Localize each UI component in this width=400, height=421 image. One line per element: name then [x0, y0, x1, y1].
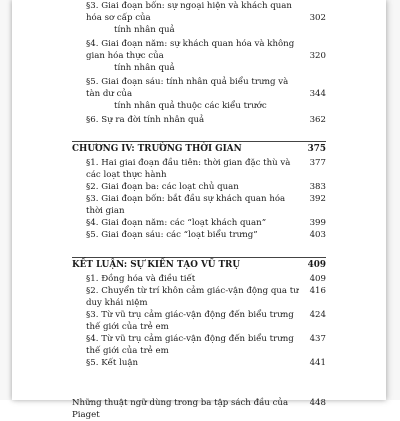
toc-entry-text: §5. Kết luận [86, 358, 139, 368]
table-of-contents [72, 0, 326, 421]
chapter-page-number: 375 [307, 144, 326, 154]
toc-page-number: 403 [309, 230, 326, 240]
toc-page-number: 344 [309, 89, 326, 99]
toc-page-number: 409 [309, 274, 326, 284]
book-sheet [12, 0, 386, 420]
toc-entry-text: §4. Giai đoạn năm: các “loạt khách quan” [86, 218, 267, 228]
toc-entry-text: §2. Chuyển từ trí khôn cảm giác-vận động qua tư duy khái niệm [86, 286, 299, 308]
toc-entry[interactable] [72, 193, 326, 217]
toc-page-number: 377 [309, 158, 326, 168]
section-divider [72, 141, 326, 142]
toc-entry[interactable] [72, 357, 326, 369]
toc-page-number: 441 [309, 358, 326, 368]
glossary-text: Những thuật ngữ dùng trong ba tập sách đầu của Piaget [72, 398, 289, 420]
glossary-page-number: 448 [309, 398, 326, 408]
toc-entry[interactable] [72, 114, 326, 126]
toc-entry[interactable] [72, 229, 326, 241]
toc-entry[interactable] [72, 181, 326, 193]
conclusion-heading[interactable] [72, 259, 326, 271]
toc-page-number: 437 [309, 334, 326, 344]
toc-entry-text: §5. Giai đoạn sáu: các “loạt biểu trưng” [86, 230, 258, 240]
toc-entry[interactable] [72, 217, 326, 229]
toc-page-number: 392 [309, 194, 326, 204]
toc-entry-text: §5. Giai đoạn sáu: tính nhân quả biểu trưng và tàn dư của [86, 77, 289, 99]
toc-entry[interactable] [72, 157, 326, 181]
toc-entry-text: §1. Đồng hóa và điều tiết [86, 274, 196, 284]
conclusion-page-number: 409 [307, 260, 326, 270]
toc-entry[interactable] [72, 309, 326, 333]
toc-page-number: 383 [309, 182, 326, 192]
toc-entry-text: §3. Giai đoạn bốn: bắt đầu sự khách quan hóa thời gian [86, 194, 286, 216]
glossary-entry[interactable] [72, 397, 326, 421]
toc-page-number: 320 [309, 51, 326, 61]
toc-entry-text-cont: tính nhân quả thuộc các kiểu trước [114, 101, 267, 111]
toc-entry-text: §2. Giai đoạn ba: các loạt chủ quan [86, 182, 239, 192]
chapter-title: CHƯƠNG IV: TRƯỜNG THỜI GIAN [72, 144, 242, 154]
toc-entry[interactable] [72, 76, 326, 112]
toc-page-number: 362 [309, 115, 326, 125]
conclusion-title: KẾT LUẬN: SỰ KIẾN TẠO VŨ TRỤ [72, 260, 241, 270]
toc-entry-text-cont: tính nhân quả [114, 63, 175, 73]
chapter-heading[interactable] [72, 143, 326, 155]
section-divider [72, 257, 326, 258]
toc-page-number: 416 [309, 286, 326, 296]
toc-page-number: 424 [309, 310, 326, 320]
toc-entry[interactable] [72, 285, 326, 309]
toc-entry-text: §1. Hai giai đoạn đầu tiên: thời gian đặc thù và các loạt thực hành [86, 158, 291, 180]
toc-entry[interactable] [72, 333, 326, 357]
toc-entry-text: §4. Giai đoạn năm: sự khách quan hóa và không gian hóa thực của [86, 39, 295, 61]
toc-entry[interactable] [72, 273, 326, 285]
toc-entry-text: §4. Từ vũ trụ cảm giác-vận động đến biểu trưng thế giới của trẻ em [86, 334, 294, 356]
toc-entry[interactable] [72, 38, 326, 74]
toc-entry[interactable] [72, 0, 326, 36]
toc-entry-text: §6. Sự ra đời tính nhân quả [86, 115, 205, 125]
toc-entry-text-cont: tính nhân quả [114, 25, 175, 35]
toc-entry-text: §3. Từ vũ trụ cảm giác-vận động đến biểu trưng thế giới của trẻ em [86, 310, 294, 332]
toc-entry-text: §3. Giai đoạn bốn: sự ngoại hiện và khách quan hóa sơ cấp của [86, 1, 292, 23]
toc-page-number: 302 [309, 13, 326, 23]
toc-page-number: 399 [309, 218, 326, 228]
